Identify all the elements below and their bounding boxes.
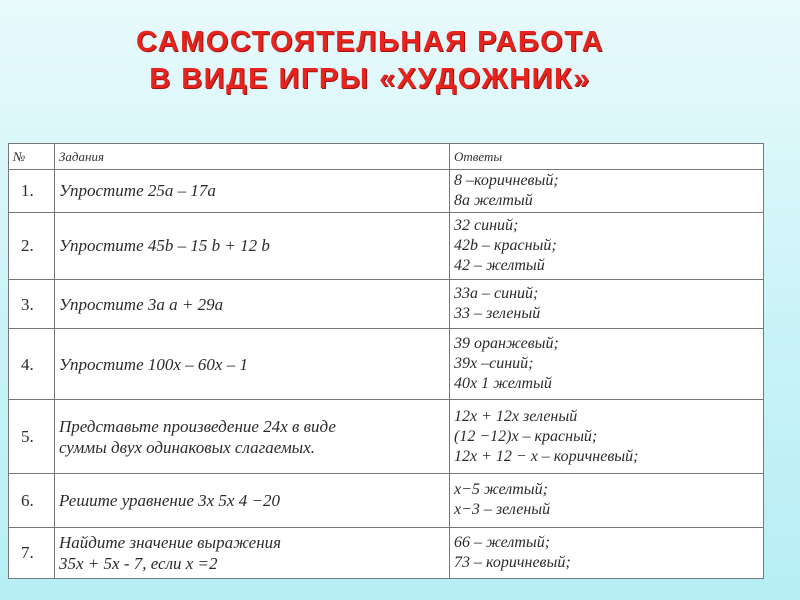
task-cell	[55, 473, 450, 527]
task-cell	[55, 400, 450, 473]
answer-option: 73 – коричневый;	[454, 553, 571, 571]
task-cell	[55, 329, 450, 400]
task-text: Упростите 25а – 17а	[59, 181, 216, 201]
answer-option: 32 синий;	[454, 216, 519, 234]
answers-cell	[450, 280, 764, 329]
task-text: Найдите значение выражения	[59, 532, 282, 552]
row-number: 2.	[9, 212, 55, 279]
table-row	[9, 329, 764, 400]
row-number: 5.	[9, 400, 55, 473]
answer-option: 42b – красный;	[454, 236, 557, 254]
task-text: Упростите 3а а + 29а	[59, 294, 224, 314]
answer-option: 12х + 12 − х – коричневый;	[454, 447, 639, 465]
table-header-row	[9, 144, 764, 170]
table-row	[9, 527, 764, 578]
answers-cell	[450, 170, 764, 213]
answer-option: 33а – синий;	[454, 285, 539, 303]
header-answers: Ответы	[450, 144, 764, 170]
table-row	[9, 212, 764, 279]
task-cell	[55, 170, 450, 213]
task-text: суммы двух одинаковых слагаемых.	[59, 437, 315, 457]
answers-cell	[450, 212, 764, 279]
answer-option: (12 −12)х – красный;	[454, 427, 598, 445]
header-number: №	[9, 144, 55, 170]
table-row	[9, 280, 764, 329]
answer-option: 33 – зеленый	[454, 305, 541, 323]
answer-option: х−5 желтый;	[454, 481, 548, 499]
answer-option: 40х 1 желтый	[454, 375, 552, 393]
answers-cell	[450, 400, 764, 473]
row-number: 3.	[9, 280, 55, 329]
row-number: 4.	[9, 329, 55, 400]
task-text: Решите уравнение 3х 5х 4 −20	[59, 490, 280, 510]
answer-option: х−3 – зеленый	[454, 501, 551, 519]
task-sheet	[8, 143, 763, 579]
task-text: Упростите 45b – 15 b + 12 b	[59, 236, 270, 256]
table-row	[9, 170, 764, 213]
task-text: Упростите 100х – 60х – 1	[59, 354, 248, 374]
row-number: 6.	[9, 473, 55, 527]
answer-option: 42 – желтый	[454, 256, 545, 274]
answer-option: 12х + 12х зеленый	[454, 407, 578, 425]
row-number: 7.	[9, 527, 55, 578]
slide-title	[0, 24, 740, 98]
title-line-1: САМОСТОЯТЕЛЬНАЯ РАБОТА	[135, 26, 605, 58]
answers-cell	[450, 527, 764, 578]
title-line-2: В ВИДЕ ИГРЫ «ХУДОЖНИК»	[149, 63, 591, 95]
task-cell	[55, 527, 450, 578]
answers-cell	[450, 329, 764, 400]
answer-option: 39х –синий;	[454, 355, 534, 373]
task-text: Представьте произведение 24х в виде	[59, 416, 336, 436]
answer-option: 66 – желтый;	[454, 533, 551, 551]
task-cell	[55, 212, 450, 279]
answer-option: 8а желтый	[454, 191, 533, 209]
tasks-table	[8, 143, 764, 579]
answer-option: 8 –коричневый;	[454, 171, 559, 189]
table-row	[9, 400, 764, 473]
task-cell	[55, 280, 450, 329]
answer-option: 39 оранжевый;	[454, 335, 559, 353]
table-row	[9, 473, 764, 527]
task-text: 35х + 5х - 7, если х =2	[59, 553, 218, 573]
header-tasks: Задания	[55, 144, 450, 170]
answers-cell	[450, 473, 764, 527]
row-number: 1.	[9, 170, 55, 213]
